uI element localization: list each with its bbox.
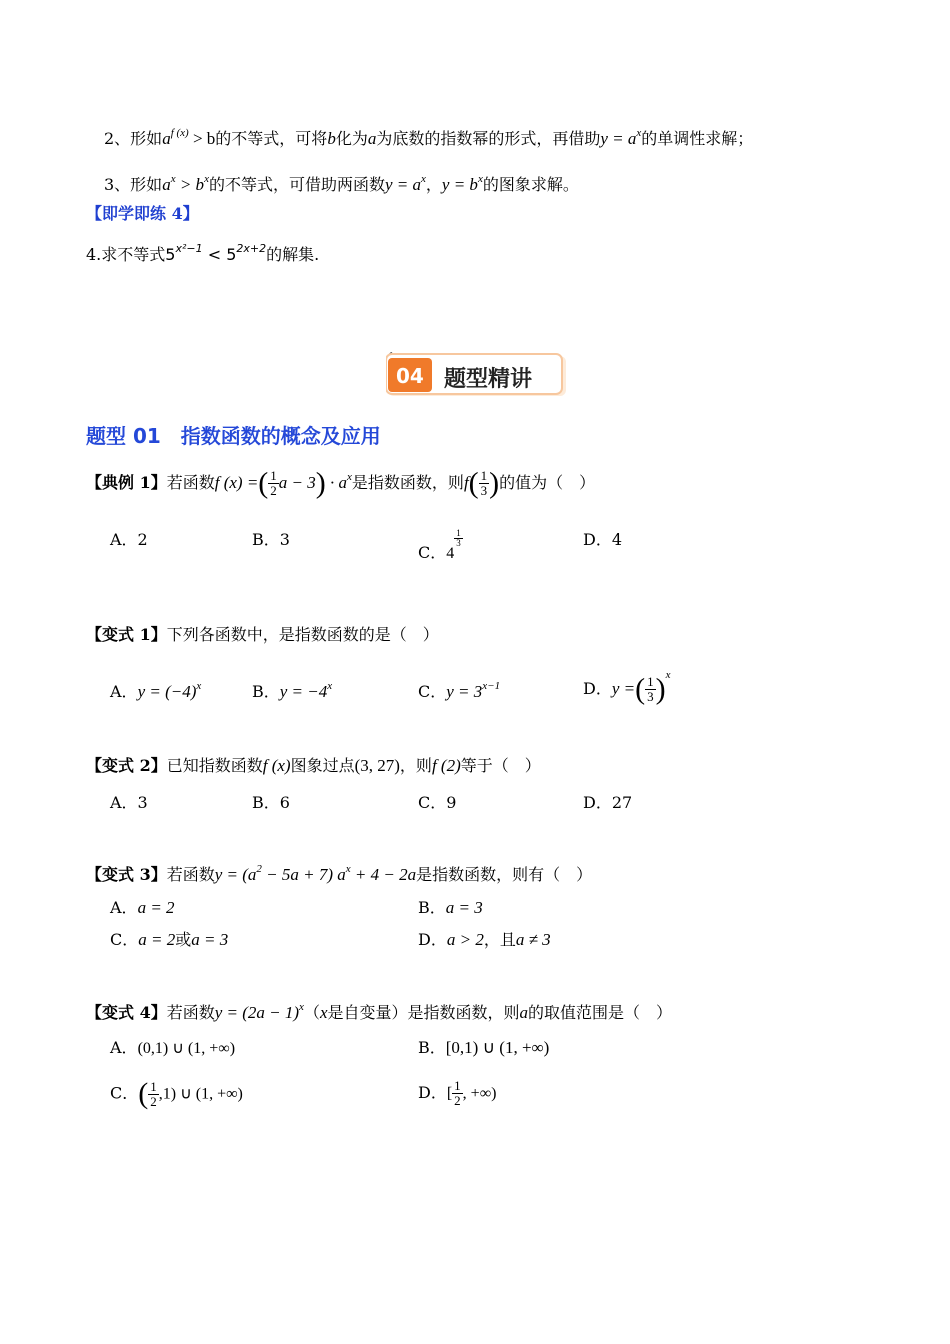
variant-3-question: 【变式 3】若函数$y = (a^2 - 5a + 7) a^x + 4 - 2a$是指数函数，则有（ ） [86,863,593,884]
method-item-3: 3、形如$a^x > b^x$的不等式，可借助两函数$y = a^x$，$y = b^x$的图象求解。 [104,173,579,194]
method-item-2: 2、形如$a^{f (x)} > b$的不等式，可将b化为a为底数的指数幂的形式，再借助$y = a^x$的单调性求解； [104,127,754,148]
variant-1-option-b[interactable]: B．$y = -4^x$ [252,680,333,701]
variant-1-option-d[interactable]: D．y =( $\frac{1}{3}$ )$^x$ [583,669,671,706]
variant-1-option-a[interactable]: A．$y = (-4)^x$ [110,680,202,701]
example-1-option-a[interactable]: A．2 [110,530,148,549]
example-1-option-c[interactable]: C．4 $\frac{1}{3}$ [418,528,461,562]
variant-3-option-c[interactable]: C．a = 2或a = 3 [110,930,229,949]
example-1-option-d[interactable]: D．4 [583,530,623,549]
variant-4-option-d[interactable]: D．[ $\frac{1}{2}$ , +∞) [418,1078,497,1108]
variant-4-option-c[interactable]: C．( $\frac{1}{2}$ ,1) ∪ (1, +∞) [110,1077,243,1110]
variant-4-option-b[interactable]: B．[0,1) ∪ (1, +∞) [418,1038,550,1057]
variant-2-option-b[interactable]: B．6 [252,793,290,812]
variant-3-option-a[interactable]: A．a = 2 [110,898,175,917]
variant-2-option-d[interactable]: D．27 [583,793,633,812]
variant-1-question: 【变式 1】下列各函数中，是指数函数的是（ ） [86,625,439,644]
fraction-1-3: $\frac{1}{3}$ [480,468,488,498]
example-1-question: 【典例 1】若函数f (x) =( $\frac{1}{2}$ $a - 3) \cdot a^x$是指数函数，则f( $\frac{1}{3}$ )的值为（ ） [86,466,596,500]
section-badge [386,352,568,398]
variant-3-option-d[interactable]: D．a > 2，且a ≠ 3 [418,930,551,949]
variant-2-option-a[interactable]: A．3 [110,793,148,812]
example-1-option-b[interactable]: B．3 [252,530,290,549]
section-label: 题型精讲 [444,367,533,392]
variant-1-option-c[interactable]: C．$y = 3^{x-1}$ [418,680,501,701]
variant-2-question: 【变式 2】已知指数函数f (x)图象过点(3, 27)，则f (2)等于（ ） [86,756,541,775]
practice-question-4: 4.求不等式$5^{x^2-1} < 5^{2x+2}$的解集. [86,242,320,264]
variant-2-option-c[interactable]: C．9 [418,793,457,812]
type-01-title: 题型 01 指数函数的概念及应用 [86,424,381,448]
variant-4-option-a[interactable]: A．(0,1) ∪ (1, +∞) [110,1038,236,1057]
fraction-1-2: $\frac{1}{2}$ [270,468,277,498]
section-number: 04 [396,364,424,388]
practice-title: 【即学即练 4】 [86,204,199,223]
variant-3-option-b[interactable]: B．a = 3 [418,898,483,917]
variant-4-question: 【变式 4】若函数$y = (2a - 1)^x(x$是自变量）是指数函数，则a的取值范围是（ ） [86,1001,673,1022]
